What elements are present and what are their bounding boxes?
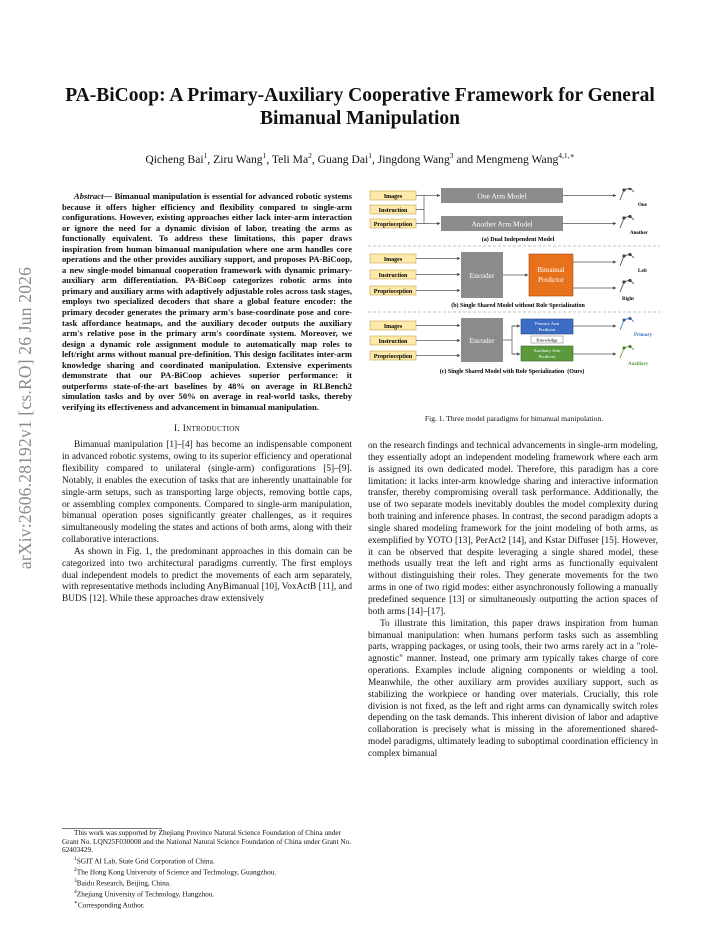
author: Teli Ma$^2$ [271,151,312,166]
figure-1 [368,188,660,408]
panel-c [370,317,653,375]
auxiliary-predictor-line2: Predictor [538,354,556,359]
arxiv-identifier[interactable]: arXiv:2606.28192v1 [cs.RO] 26 Jun 2026 [15,266,35,570]
panel-b [370,252,647,309]
left-column [62,191,352,606]
footnote-affil-4: $^4$Zhejiang University of Technology, Hangzhou. [74,888,215,898]
abstract-label: Abstract [74,191,104,201]
footnotes [62,828,352,909]
output-primary-label: Primary [634,333,653,338]
primary-predictor-line2: Predictor [538,327,556,332]
paper-title [60,84,660,130]
right-paragraph-2: To illustrate this limitation, this paper draws inspiration from human bimanual manipulation: when humans perform tasks such as assembling parts, wrapping packages, or using tools, their two arms rarely act in a "role-agnostic" manner. Instead, one primary arm typically takes charge of core operations. Examples include aligning components or wielding a tool. Meanwhile, the other auxiliary arm provides auxiliary support, such as stabilizing the workpiece or handing over materials. Crucially, this role division is not fixed, as the left and right arms can dynamically switch roles depending on the task demands. This inherent division of labor and adaptive collaboration is precisely what is missing in the aforementioned shared-model paradigms, ultimately leading to suboptimal coordination efficiency in complex bimanual [368,618,658,759]
input-images-label: Images [383,324,403,330]
figure-caption: Fig. 1. Three model paradigms for bimanual manipulation. [424,414,604,423]
input-images-label: Images [383,257,403,263]
robot-arm-icon [620,253,634,266]
footnote-funding: This work was supported by Zhejiang Province Natural Science Foundation of China under Grant No. LQN25F030008 and the National Natural Science Foundation of China under Grant No. 62403429. [62,828,352,855]
title-line-1: PA-BiCoop: A Primary-Auxiliary Cooperative Framework for General [65,85,655,106]
input-proprioception-label: Proprioception [373,222,413,228]
another-arm-model-label: Another Arm Model [471,219,533,229]
bimanual-predictor-box [529,254,573,296]
author: Ziru Wang$^1$ [213,151,267,166]
panel-b-label: (b) Single Shared Model without Role Specialization [451,303,585,309]
bimanual-predictor-line1: Bimanual [537,266,565,274]
panel-a-label: (a) Dual Independent Model [481,237,555,243]
knowledge-label: Knowledge [536,337,558,343]
footnote-corresponding: ∗Corresponding Author. [74,899,145,909]
intro-paragraph-1: Bimanual manipulation [1]–[4] has become an indispensable component in advanced robotic systems, owing to its superior efficiency and operational flexibility compared to unilateral (single-arm) configurations [5]–[9]. Notably, it enables the execution of tasks that are inherently unattainable for single-arm setups, such as transporting large objects, removing bottle caps, or assembling complex components. Compared to single-arm manipulation, bimanual operation poses significantly greater challenges, as it requires simultaneously modeling the states and actions of both arms, along with their collaborative interactions. [62,440,352,546]
output-another-label: Another [630,231,648,236]
paradigm-diagram [368,188,660,408]
robot-arm-icon [620,188,634,200]
panel-c-label: (c) Single Shared Model with Role Specialization (Ours) [439,369,585,375]
input-proprioception-label: Proprioception [373,354,413,360]
author-list: Qicheng Bai$^1$, Ziru Wang$^1$, Teli Ma$^2$, Guang Dai$^1$, Jingdong Wang$^3$ and Mengmeng Wang$^{4,1,∗}$ [145,151,575,166]
input-instruction-label: Instruction [378,273,408,279]
right-paragraph-1: on the research findings and technical advancements in single-arm modeling, they essentially adopt an independent modeling framework where each arm is assigned its own dedicated model. Therefore, this paradigm has a core limitation: it lacks inter-arm knowledge sharing and interactive information transfer, thereby compromising overall task performance. Additionally, the use of two separate models inevitably doubles the model complexity during both training and inference phases. In contrast, the second paradigm adopts a single shared modeling framework for the joint modeling of both arms, as exemplified by YOTO [13], PerAct2 [14], and Kstar Diffuser [15]. However, it can be observed that despite leveraging a single shared model, these methods usually treat the left and right arms as functionally equivalent without distinguishing their roles. They generate movements for the two arms in one of two rigid modes: either asynchronously following a manually predefined sequence [13] or simultaneously outputting the action spaces of both arms [14]–[17]. [368,441,658,617]
primary-predictor-line1: Primary Arm [534,321,560,326]
author: Qicheng Bai$^1$ [145,151,208,166]
robot-arm-icon [620,345,634,358]
right-column [368,441,658,761]
author: Guang Dai$^1$ [317,151,372,166]
one-arm-model-label: One Arm Model [477,191,527,201]
encoder-label: Encoder [469,336,495,345]
input-instruction-label: Instruction [378,339,408,345]
input-proprioception-label: Proprioception [373,289,413,295]
encoder-label: Encoder [469,271,495,280]
output-right-label: Right [622,297,634,302]
title-line-2: Bimanual Manipulation [260,108,460,129]
robot-arm-icon [620,279,634,292]
abstract-text: — Bimanual manipulation is essential for advanced robotic systems because it offers higher efficiency and flexibility compared to single-arm configurations. However, existing approaches either lack inter-arm interaction or ignore the need for a dynamic division of labor, treating the arms as functionally equivalent. To address these limitations, this paper draws inspiration from human bimanual manipulation where one arm handles core operations and the other provides auxiliary support, and proposes PA-BiCoop, a new single-model bimanual cooperation framework with dynamic primary-auxiliary arm differentiation. PA-BiCoop categorizes robotic arms into primary and auxiliary arms with adaptively adjustable roles across task stages, employs two specialized decoders that share a global feature encoder: the primary decoder generates the primary arm's base-coordinate pose and core-task affordance heatmaps, and the auxiliary decoder outputs the auxiliary arm's relative pose in the primary arm's coordinate system. Moreover, we design a dynamic role assignment module to automatically map roles to left/right arms without manual pre-definition. This design facilitates inter-arm knowledge sharing and coordinated manipulation. Extensive experiments demonstrate that our PA-BiCoop achieves superior performance: it outperforms state-of-the-art baselines by 48% on average in RLBench2 simulation tasks and by over 50% on average in real-world tasks, thereby verifying its effectiveness and advancement in bimanual manipulation. [62,191,352,412]
output-left-label: Left [638,269,647,274]
footnote-affil-2: $^2$The Hong Kong University of Science and Technology, Guangzhou. [74,866,277,877]
input-images-label: Images [383,194,403,200]
robot-arm-icon [620,317,634,330]
output-one-label: One [638,203,647,208]
author: Jingdong Wang$^3$ [377,151,454,166]
intro-paragraph-2: As shown in Fig. 1, the predominant approaches in this domain can be categorized into two architectural paradigms currently. The first employs dual independent models to predict the movements of each arm separately, with representative methods including AnyBimanual [10], VoxActB [11], and BUDS [12]. While these approaches draw extensively [62,546,352,605]
output-auxiliary-label: Auxiliary [628,362,649,367]
section-title-text: Introduction [182,424,240,435]
abstract [62,191,352,412]
footnote-affil-3: $^3$Baidu Research, Beijing, China. [74,877,171,887]
footnote-affil-1: $^1$SGIT AI Lab, State Grid Corporation of China. [74,855,215,866]
bimanual-predictor-line2: Predictor [538,276,564,284]
panel-a [370,188,649,243]
robot-arm-icon [620,215,634,228]
input-instruction-label: Instruction [378,208,408,214]
author: Mengmeng Wang$^{4,1,∗}$ [476,151,575,166]
auxiliary-predictor-line1: Auxiliary Arm [533,348,561,353]
section-heading: I. Introduction [174,424,240,435]
